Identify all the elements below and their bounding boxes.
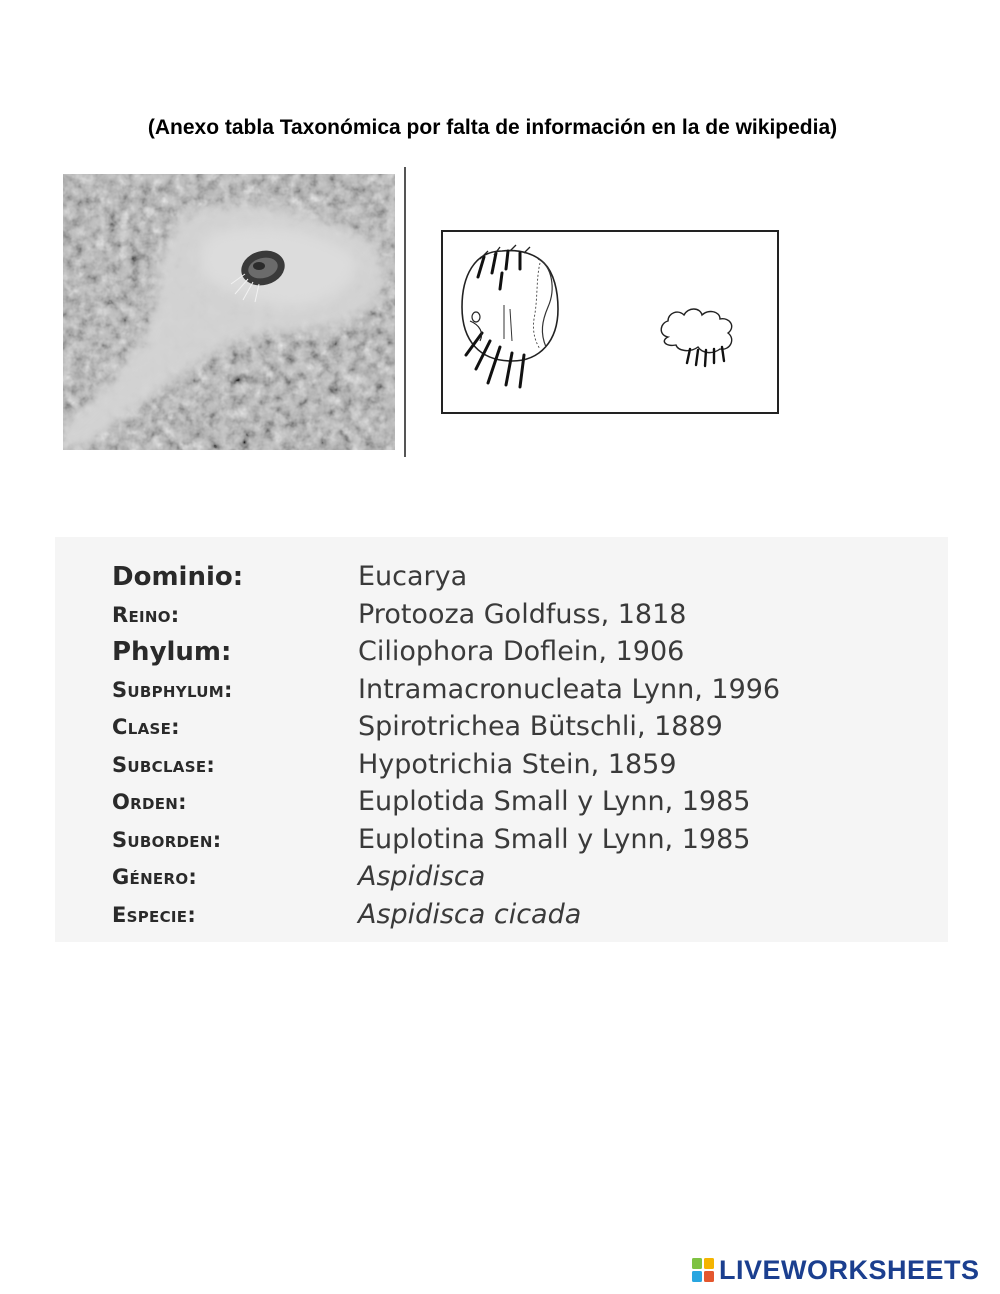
page-title: (Anexo tabla Taxonómica por falta de información en la de wikipedia) bbox=[147, 116, 838, 139]
taxon-value: Spirotrichea Bütschli, 1889 bbox=[358, 711, 723, 742]
rank-label: Reino: bbox=[112, 602, 180, 627]
taxon-value: Euplotida Small y Lynn, 1985 bbox=[358, 786, 751, 817]
micrograph-image bbox=[63, 174, 395, 450]
taxonomy-row bbox=[55, 559, 948, 597]
taxonomy-row bbox=[55, 897, 948, 935]
taxon-value: Intramacronucleata Lynn, 1996 bbox=[358, 673, 781, 705]
taxonomy-row bbox=[55, 822, 948, 860]
taxonomy-row bbox=[55, 784, 948, 822]
rank-label: Suborden: bbox=[112, 827, 222, 852]
rank-label: Dominio: bbox=[112, 562, 244, 592]
rank-label: Subclase: bbox=[112, 752, 216, 777]
taxon-value: Ciliophora Doflein, 1906 bbox=[358, 636, 685, 667]
figure-divider bbox=[404, 167, 406, 457]
taxonomy-row bbox=[55, 597, 948, 635]
rank-label: Género: bbox=[112, 865, 198, 889]
taxon-value: Eucarya bbox=[358, 561, 468, 592]
taxonomy-row bbox=[55, 859, 948, 897]
rank-label: Subphylum: bbox=[112, 677, 233, 702]
rank-label: Clase: bbox=[112, 715, 180, 739]
taxon-value: Aspidisca cicada bbox=[358, 898, 582, 930]
rank-label: Orden: bbox=[112, 790, 187, 814]
taxonomy-row bbox=[55, 634, 948, 672]
rank-label: Especie: bbox=[112, 902, 197, 927]
taxonomy-row bbox=[55, 747, 948, 785]
taxonomy-row bbox=[55, 672, 948, 710]
ciliate-drawing bbox=[440, 229, 780, 415]
taxon-value: Aspidisca bbox=[358, 861, 486, 892]
taxonomy-row bbox=[55, 709, 948, 747]
taxon-value: Euplotina Small y Lynn, 1985 bbox=[358, 823, 751, 855]
taxon-value: Hypotrichia Stein, 1859 bbox=[358, 748, 677, 780]
liveworksheets-logo-icon bbox=[692, 1258, 714, 1282]
rank-label: Phylum: bbox=[112, 637, 232, 667]
taxonomy-table bbox=[55, 537, 948, 942]
taxon-value: Protooza Goldfuss, 1818 bbox=[358, 598, 687, 630]
brand-name: LIVEWORKSHEETS bbox=[719, 1255, 980, 1285]
